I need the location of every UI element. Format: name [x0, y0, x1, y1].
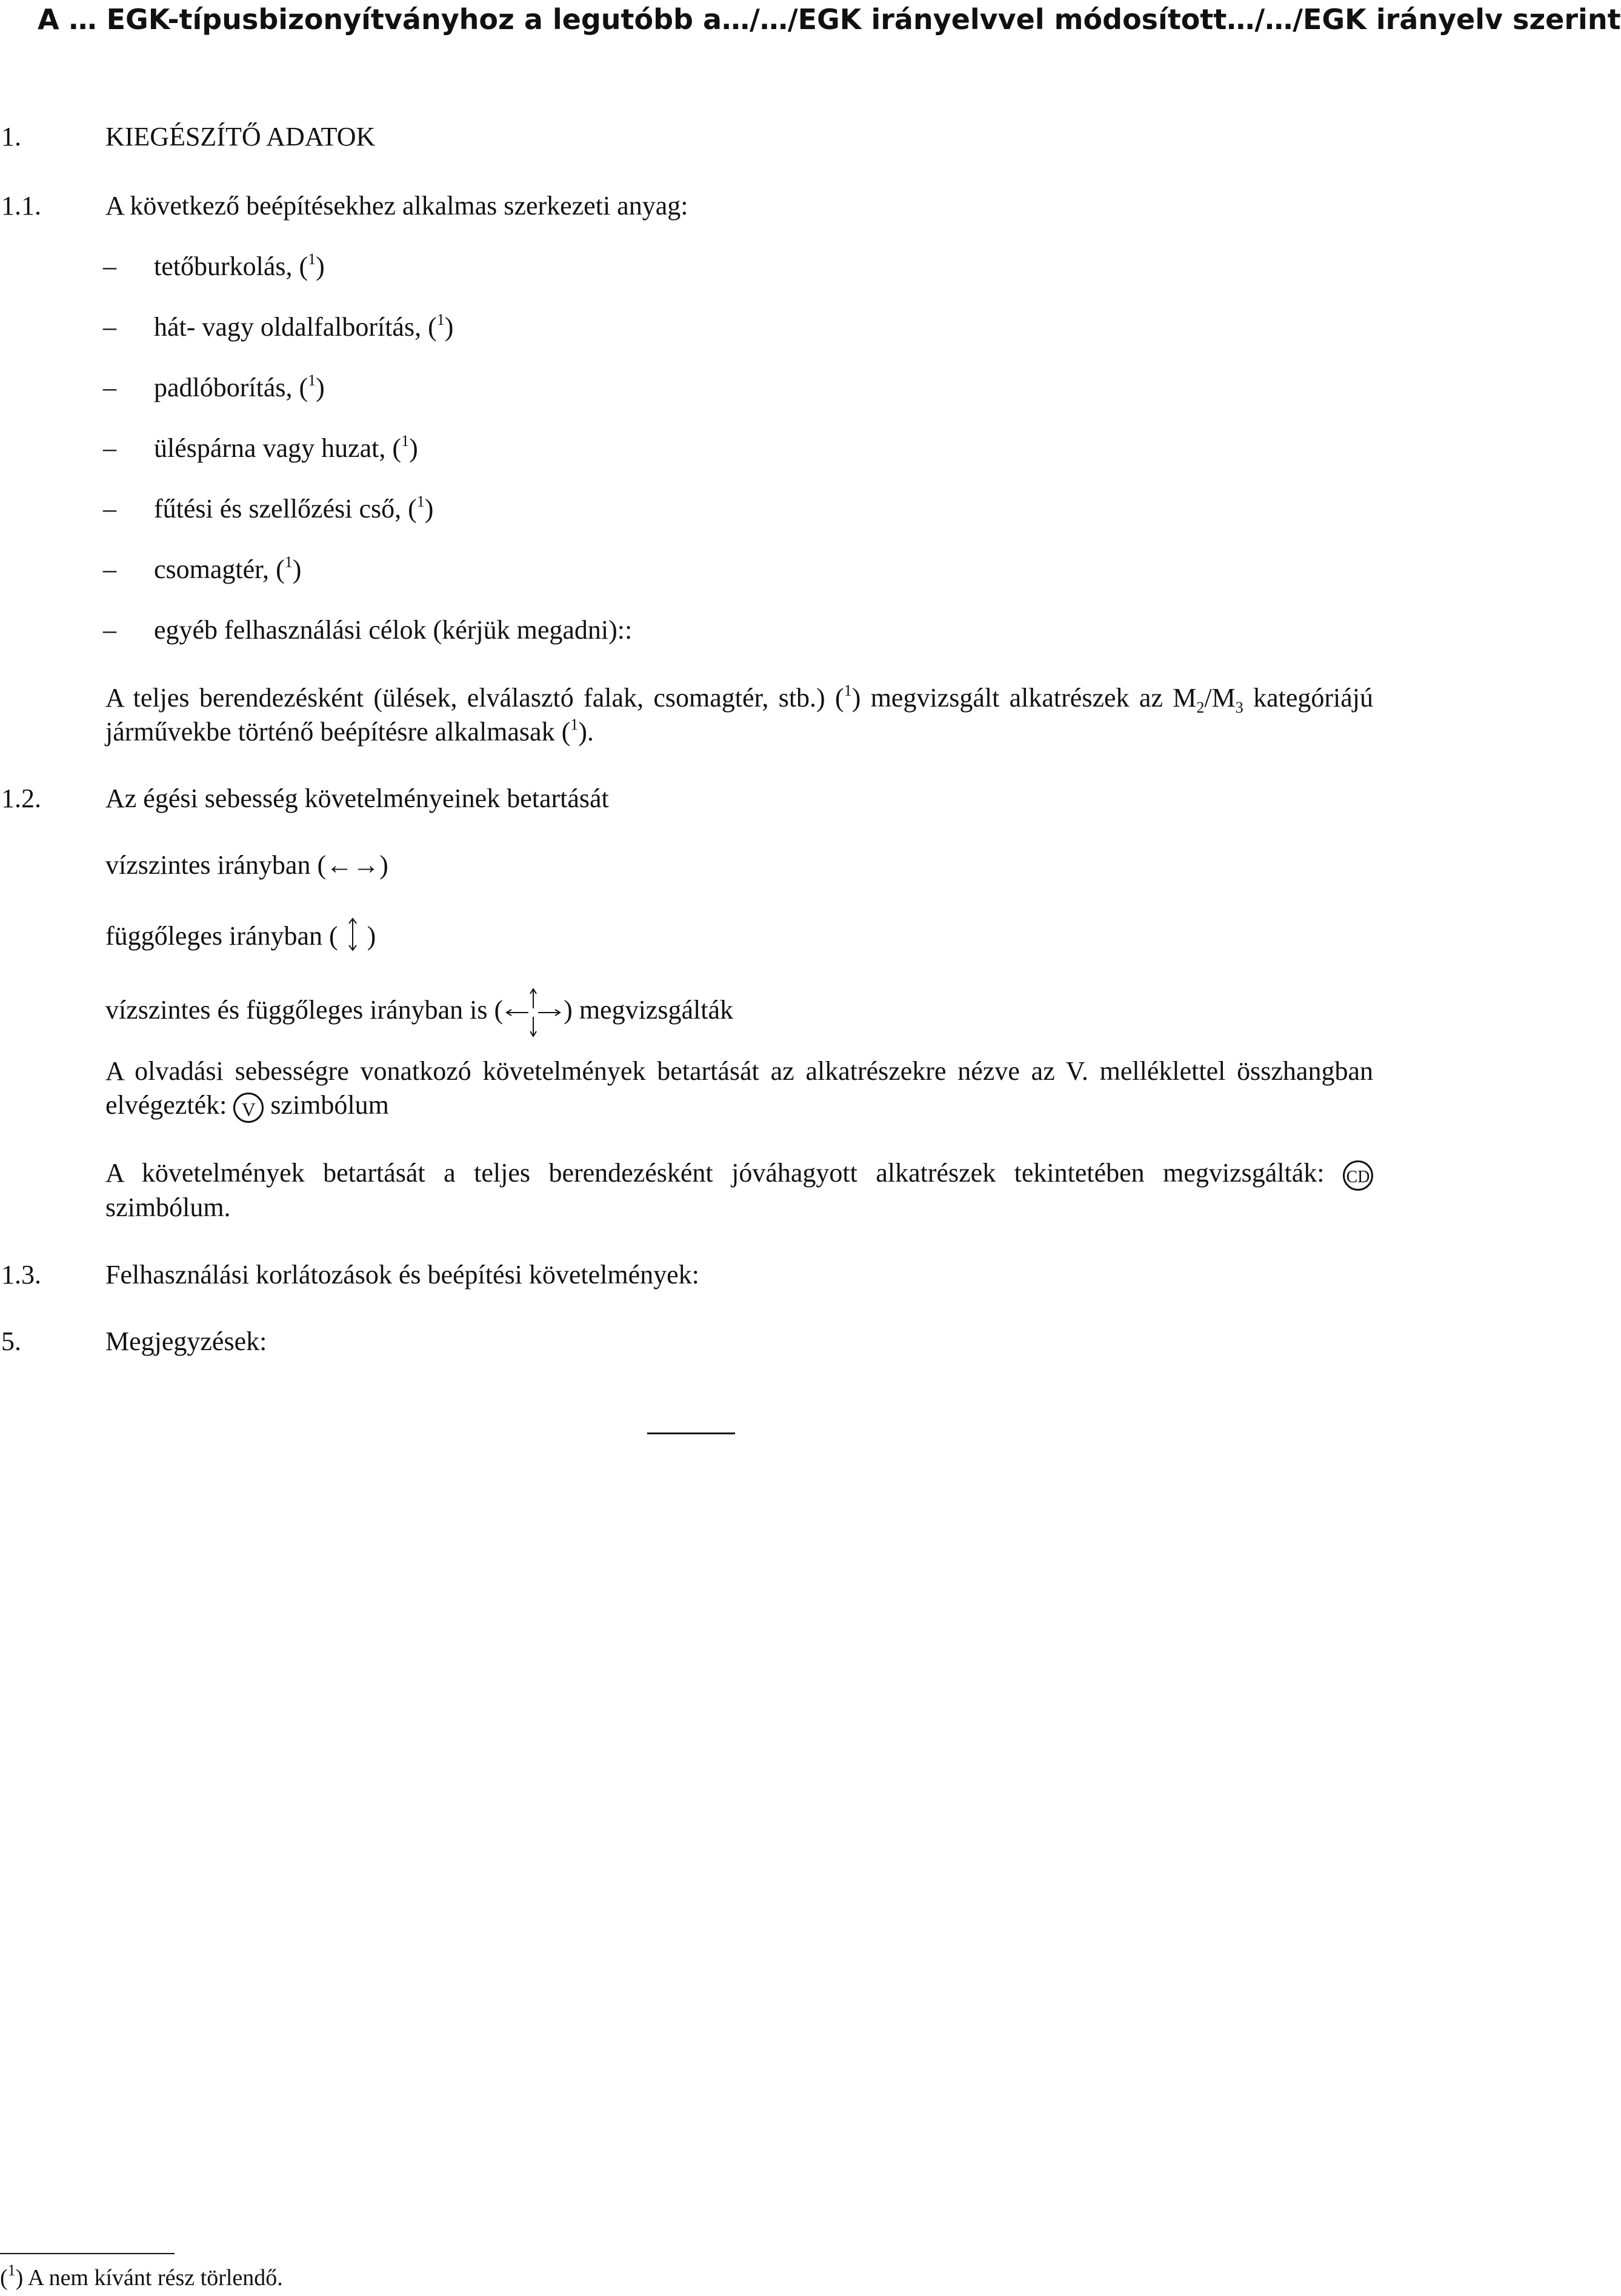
- section-1-number: 1.: [1, 122, 21, 151]
- section-5-number: 5.: [1, 1326, 21, 1356]
- footnote-ref: 1: [401, 432, 410, 450]
- list-item-text: üléspárna vagy huzat,: [154, 433, 386, 463]
- footnote-ref: 1: [308, 250, 316, 268]
- list-item: fűtési és szellőzési cső, ($^1$): [154, 493, 434, 524]
- list-dash: –: [103, 373, 116, 402]
- list-item: üléspárna vagy huzat, ($^1$): [154, 432, 418, 463]
- section-separator: [647, 1433, 735, 1434]
- list-item: hát- vagy oldalfalborítás, ($^1$): [154, 311, 454, 342]
- vertical-arrow-icon: [345, 916, 361, 961]
- list-dash: –: [103, 615, 116, 645]
- footnote-divider: [0, 2253, 175, 2254]
- four-way-arrow-icon: [503, 985, 564, 1040]
- list-item: tetőburkolás, ($^1$): [154, 250, 325, 281]
- footnote-ref: 1: [284, 553, 293, 571]
- section-1-3-number: 1.3.: [1, 1260, 41, 1289]
- list-item-text: tetőburkolás,: [154, 251, 293, 281]
- footnote-ref: 1: [7, 2261, 16, 2280]
- list-dash: –: [103, 312, 116, 342]
- footnote: ($^1$) A nem kívánt rész törlendő.: [0, 2261, 283, 2291]
- list-dash: –: [103, 251, 116, 281]
- melting-paragraph: A olvadási sebességre vonatkozó követelmények betartását az alkatrészekre nézve az V. melléklettel összhangban elvégezték: V szimbólum: [105, 1054, 1373, 1123]
- section-1-title: KIEGÉSZÍTŐ ADATOK: [105, 122, 376, 151]
- footnote-ref: 1: [308, 371, 316, 390]
- section-1-2-title: Az égési sebesség követelményeinek betartását: [105, 784, 609, 813]
- v-symbol-icon: V: [233, 1093, 264, 1123]
- section-1-1-intro: A következő beépítésekhez alkalmas szerkezeti anyag:: [105, 191, 688, 221]
- horizontal-arrow-icon: (←→): [317, 850, 388, 880]
- page-title: A … EGK-típusbizonyítványhoz a legutóbb a…/…/EGK irányelvvel módosított…/…/EGK irányelv szerint: [38, 3, 1621, 36]
- horizontal-direction-line: vízszintes irányban (←→): [105, 850, 388, 880]
- footnote-ref: 1: [416, 493, 425, 511]
- footnote-ref: 1: [844, 682, 852, 700]
- list-item: padlóborítás, ($^1$): [154, 371, 325, 402]
- list-item-text: fűtési és szellőzési cső,: [154, 494, 402, 524]
- cd-symbol-icon: CD: [1343, 1160, 1373, 1191]
- list-item: egyéb felhasználási célok (kérjük megadni)::: [154, 615, 633, 645]
- section-1-3-title: Felhasználási korlátozások és beépítési követelmények:: [105, 1260, 699, 1289]
- list-item-text: padlóborítás,: [154, 373, 293, 402]
- section-1-1-number: 1.1.: [1, 191, 41, 221]
- both-directions-line: vízszintes és függőleges irányban is ( ) megvizsgálták: [105, 985, 733, 1040]
- list-item: csomagtér, ($^1$): [154, 553, 302, 584]
- section-1-2-number: 1.2.: [1, 784, 41, 813]
- list-dash: –: [103, 554, 116, 584]
- footnote-ref: 1: [570, 716, 579, 734]
- list-item-text: csomagtér,: [154, 554, 270, 584]
- section-5-title: Megjegyzések:: [105, 1326, 267, 1356]
- list-item-text: hát- vagy oldalfalborítás,: [154, 312, 422, 342]
- vertical-direction-line: függőleges irányban ( ): [105, 916, 376, 961]
- paragraph-complete-assembly: A teljes berendezésként (ülések, elválasztó falak, csomagtér, stb.) ($^1$) megvizsgált alkatrészek az $M_2/M_3$ kategóriájú járművekbe történő beépítésre alkalmasak ($^1$).: [105, 682, 1374, 747]
- list-dash: –: [103, 433, 116, 463]
- complete-paragraph: A követelmények betartását a teljes berendezésként jóváhagyott alkatrészek tekintetében megvizsgálták: CD szimbólum.: [105, 1156, 1373, 1225]
- list-dash: –: [103, 494, 116, 524]
- footnote-ref: 1: [436, 311, 445, 329]
